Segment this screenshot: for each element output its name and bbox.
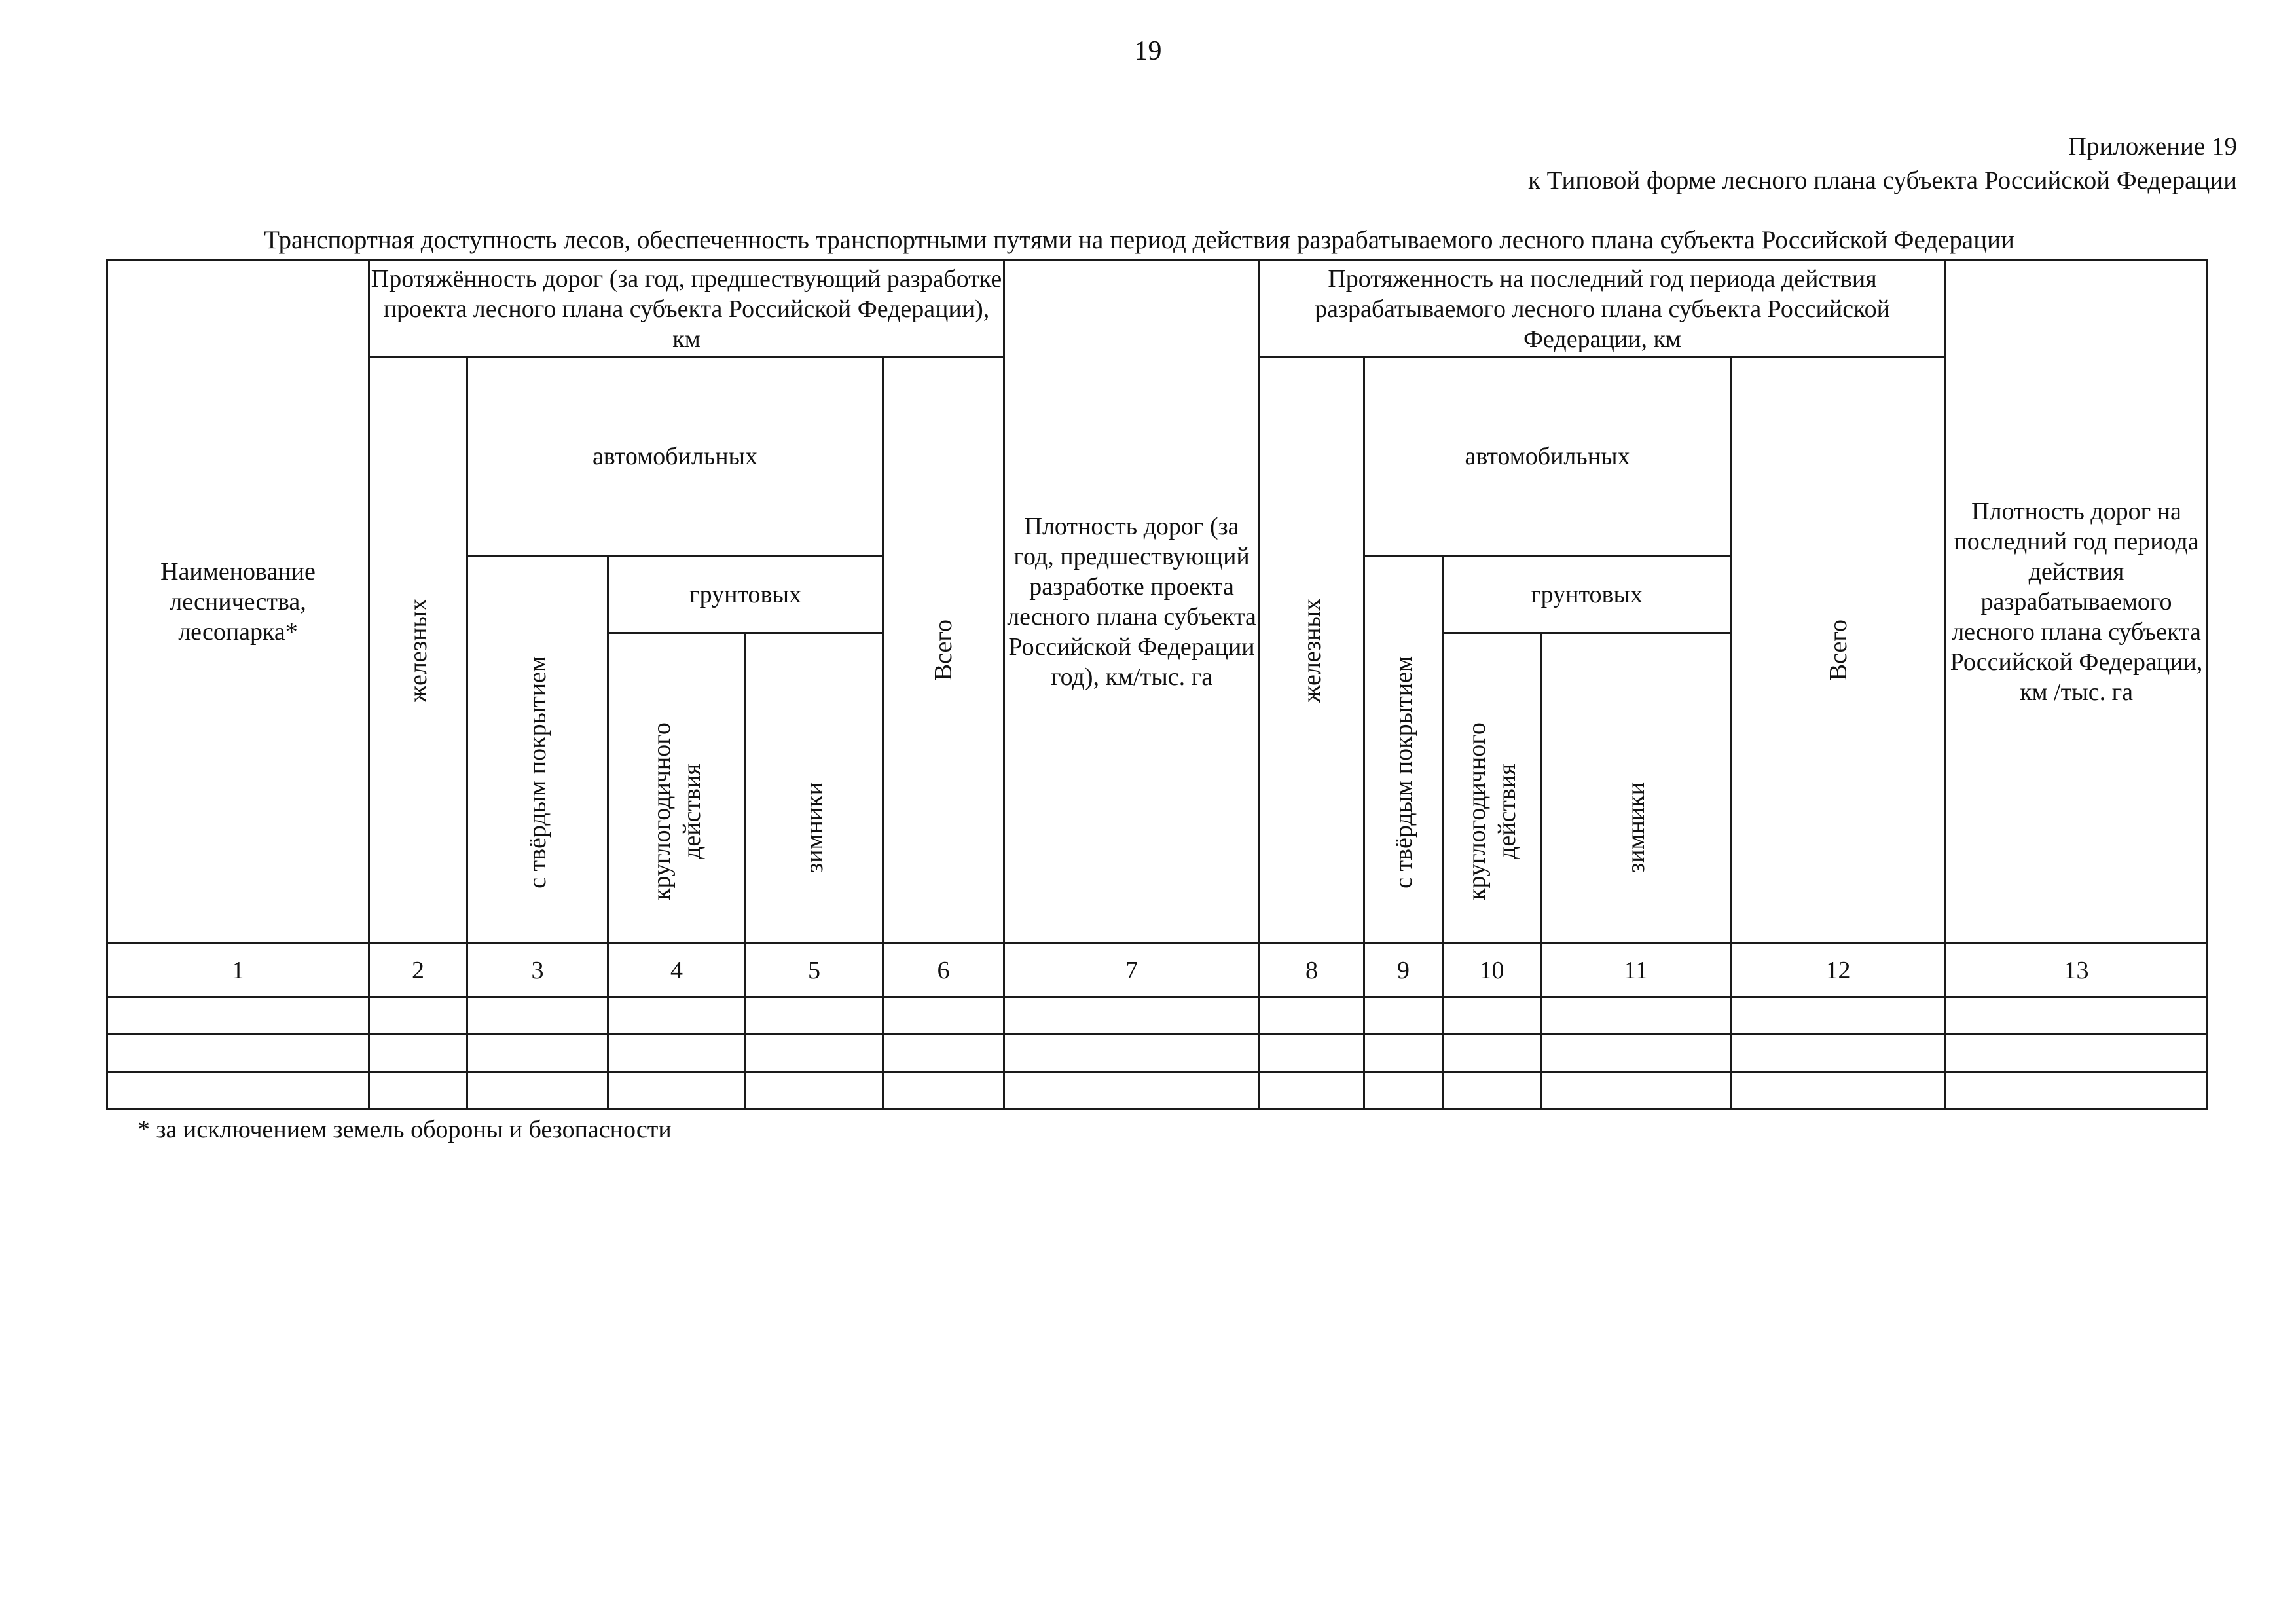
table-cell[interactable] — [1364, 1035, 1443, 1072]
table-cell[interactable] — [1946, 997, 2208, 1035]
header-auto-last: автомобильных — [1364, 358, 1731, 556]
header-density-prev: Плотность дорог (за год, предшествующий разработке проекта лесного плана субъекта Российской Федерации год), км/тыс. га — [1004, 261, 1260, 944]
header-rail-prev-label: железных — [404, 598, 432, 703]
table-title: Транспортная доступность лесов, обеспеченность транспортными путями на период действия разрабатываемого лесного плана субъекта Российской Федерации — [264, 226, 2014, 254]
header-winter-prev — [746, 633, 883, 944]
table-cell[interactable] — [1731, 1035, 1946, 1072]
header-total-last — [1731, 358, 1946, 944]
column-number-row — [107, 944, 2208, 997]
column-number: 12 — [1731, 944, 1946, 997]
column-number: 5 — [746, 944, 883, 997]
table-cell[interactable] — [1004, 1072, 1260, 1109]
table-cell[interactable] — [1004, 1035, 1260, 1072]
table-row — [107, 1035, 2208, 1072]
table-cell[interactable] — [1443, 1072, 1541, 1109]
transport-accessibility-table — [106, 259, 2208, 1110]
table-cell[interactable] — [1260, 1072, 1364, 1109]
header-rail-last — [1260, 358, 1364, 944]
table-cell[interactable] — [467, 1072, 608, 1109]
header-winter-last-label: зимники — [1622, 782, 1650, 873]
header-total-last-label: Всего — [1824, 619, 1852, 681]
column-number: 2 — [369, 944, 467, 997]
table-cell[interactable] — [369, 997, 467, 1035]
table-cell[interactable] — [1443, 1035, 1541, 1072]
table-cell[interactable] — [1004, 997, 1260, 1035]
column-number: 9 — [1364, 944, 1443, 997]
table-cell[interactable] — [746, 997, 883, 1035]
column-number: 7 — [1004, 944, 1260, 997]
column-number: 13 — [1946, 944, 2208, 997]
header-length-last: Протяженность на последний год периода действия разрабатываемого лесного плана субъекта Российской Федерации, км — [1260, 261, 1946, 358]
table-cell[interactable] — [883, 1072, 1004, 1109]
column-number: 10 — [1443, 944, 1541, 997]
table-cell[interactable] — [1946, 1072, 2208, 1109]
table-cell[interactable] — [1731, 997, 1946, 1035]
table-cell[interactable] — [746, 1035, 883, 1072]
table-cell[interactable] — [608, 1072, 746, 1109]
table-cell[interactable] — [746, 1072, 883, 1109]
table-cell[interactable] — [883, 997, 1004, 1035]
column-number: 3 — [467, 944, 608, 997]
table-cell[interactable] — [467, 997, 608, 1035]
table-cell[interactable] — [1946, 1035, 2208, 1072]
header-dirt-last: грунтовых — [1443, 556, 1731, 633]
table-cell[interactable] — [1541, 997, 1731, 1035]
header-density-last: Плотность дорог на последний год периода действия разрабатываемого лесного плана субъекта Российской Федерации, км /тыс. га — [1946, 261, 2208, 944]
table-cell[interactable] — [1443, 997, 1541, 1035]
header-dirt-prev: грунтовых — [608, 556, 883, 633]
table-cell[interactable] — [1364, 997, 1443, 1035]
column-number: 1 — [107, 944, 369, 997]
footnote: * за исключением земель обороны и безопасности — [137, 1116, 672, 1143]
header-rail-prev — [369, 358, 467, 944]
table-cell[interactable] — [107, 1035, 369, 1072]
appendix-line-2: к Типовой форме лесного плана субъекта Российской Федерации — [1527, 166, 2237, 194]
header-total-prev-label: Всего — [930, 619, 958, 681]
header-year-round-last-label: круглогодичного действия — [1463, 722, 1521, 900]
column-number: 4 — [608, 944, 746, 997]
table-cell[interactable] — [1260, 997, 1364, 1035]
table-cell[interactable] — [1260, 1035, 1364, 1072]
appendix-header — [1528, 130, 2237, 198]
table-cell[interactable] — [608, 1035, 746, 1072]
table-cell[interactable] — [369, 1072, 467, 1109]
header-hard-surface-last-label: с твёрдым покрытием — [1389, 656, 1417, 889]
table-row — [107, 997, 2208, 1035]
table-cell[interactable] — [107, 997, 369, 1035]
header-hard-surface-last — [1364, 556, 1443, 944]
appendix-line-1: Приложение 19 — [2068, 132, 2237, 160]
header-rail-last-label: железных — [1298, 598, 1326, 703]
header-year-round-prev — [608, 633, 746, 944]
header-forestry-name: Наименование лесничества, лесопарка* — [107, 261, 369, 944]
header-total-prev — [883, 358, 1004, 944]
table-cell[interactable] — [1731, 1072, 1946, 1109]
page-number: 19 — [1134, 36, 1162, 66]
header-year-round-last — [1443, 633, 1541, 944]
table-cell[interactable] — [369, 1035, 467, 1072]
table-cell[interactable] — [467, 1035, 608, 1072]
column-number: 6 — [883, 944, 1004, 997]
header-hard-surface-prev — [467, 556, 608, 944]
header-year-round-prev-label: круглогодичного действия — [647, 722, 706, 900]
column-number: 8 — [1260, 944, 1364, 997]
header-auto-prev: автомобильных — [467, 358, 883, 556]
column-number: 11 — [1541, 944, 1731, 997]
table-row — [107, 1072, 2208, 1109]
header-length-prev: Протяжённость дорог (за год, предшествующий разработке проекта лесного плана субъекта Российской Федерации), км — [369, 261, 1004, 358]
table-cell[interactable] — [883, 1035, 1004, 1072]
table-cell[interactable] — [107, 1072, 369, 1109]
header-winter-last — [1541, 633, 1731, 944]
header-winter-prev-label: зимники — [800, 782, 828, 873]
table-cell[interactable] — [608, 997, 746, 1035]
table-cell[interactable] — [1541, 1072, 1731, 1109]
header-hard-surface-prev-label: с твёрдым покрытием — [524, 656, 551, 889]
table-cell[interactable] — [1541, 1035, 1731, 1072]
table-cell[interactable] — [1364, 1072, 1443, 1109]
